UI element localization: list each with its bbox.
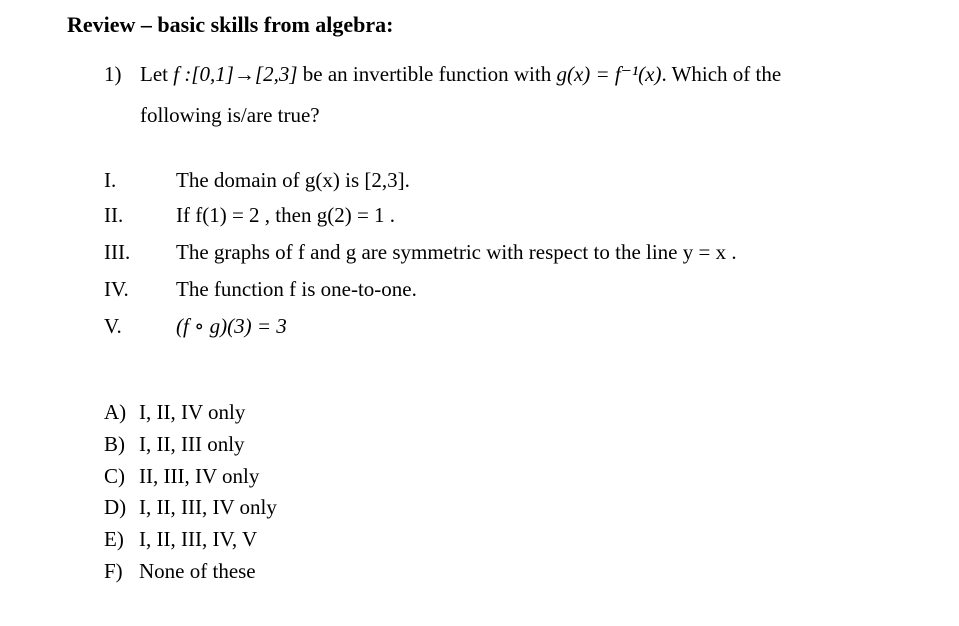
choice-d: [104, 495, 277, 520]
choice-b: [104, 432, 245, 457]
statement-1: [104, 168, 410, 193]
statement-3: [104, 240, 737, 265]
statement-numeral: II.: [104, 203, 124, 227]
statement-4: [104, 277, 417, 302]
function-definition: f :[0,1]→[2,3]: [173, 62, 298, 86]
choice-text: I, II, III only: [139, 432, 245, 456]
choice-e: [104, 527, 257, 552]
statement-numeral: V.: [104, 314, 122, 338]
choice-a: [104, 400, 245, 425]
choice-letter: D): [104, 495, 127, 519]
statement-text: (f ∘ g)(3) = 3: [176, 314, 287, 338]
question-line-1: [104, 62, 781, 87]
choice-text: II, III, IV only: [139, 464, 260, 488]
statement-5: [104, 314, 287, 339]
choice-letter: B): [104, 432, 125, 456]
choice-text: I, II, III, IV only: [139, 495, 277, 519]
statement-numeral: IV.: [104, 277, 129, 301]
choice-text: None of these: [139, 559, 256, 583]
choice-f: [104, 559, 256, 584]
statement-text: If f(1) = 2 , then g(2) = 1 .: [176, 203, 396, 227]
choice-c: [104, 464, 259, 489]
statement-2: [104, 203, 395, 228]
statement-text: The domain of g(x) is [2,3].: [176, 168, 410, 192]
choice-letter: F): [104, 559, 123, 583]
statement-text: The function f is one-to-one.: [176, 277, 417, 301]
inverse-definition: g(x) = f⁻¹(x): [556, 62, 662, 86]
question-line-2: following is/are true?: [140, 103, 320, 127]
section-heading: Review – basic skills from algebra:: [67, 12, 394, 37]
choice-letter: E): [104, 527, 124, 551]
choice-text: I, II, IV only: [139, 400, 246, 424]
question-middle: be an invertible function with: [297, 62, 557, 86]
choice-letter: C): [104, 464, 125, 488]
statement-numeral: III.: [104, 240, 131, 264]
question-number: 1): [104, 62, 122, 86]
question-suffix: . Which of the: [661, 62, 782, 86]
statement-numeral: I.: [104, 168, 117, 192]
statement-text: The graphs of f and g are symmetric with respect to the line y = x .: [176, 240, 737, 264]
question-prefix: Let: [140, 62, 174, 86]
choice-letter: A): [104, 400, 127, 424]
choice-text: I, II, III, IV, V: [139, 527, 258, 551]
